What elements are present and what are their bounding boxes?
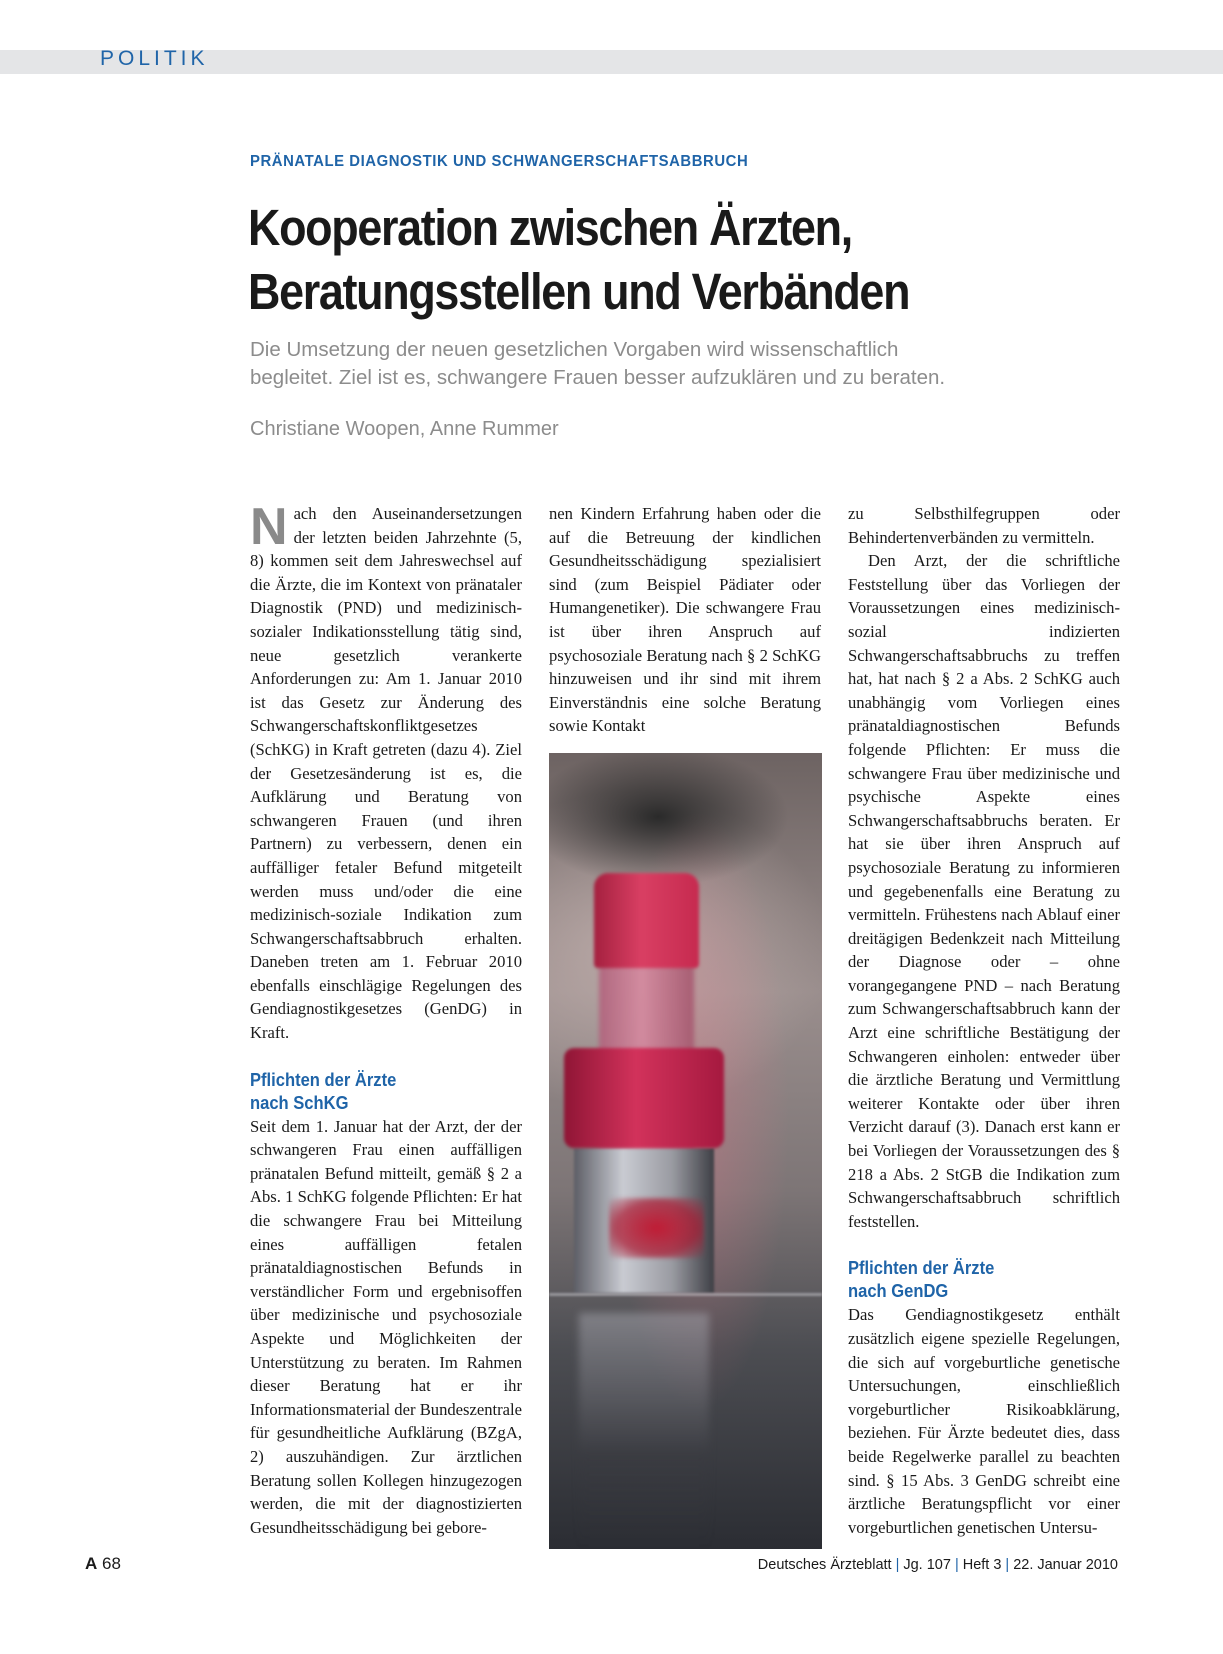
text-column-2 <box>549 502 821 738</box>
paragraph-indication: Den Arzt, der die schriftliche Feststellung über das Vorliegen der Voraussetzungen eines medizinisch-sozial indizierten Schwangerschaftsabbruchs zu treffen hat, hat nach § 2 a Abs. 2 SchKG auch unabhängig vom Vorliegen eines pränataldiagnostischen Befunds folgende Pflichten: Er muss die schwangere Frau über medizinische und psychische Aspekte eines Schwangerschaftsabbruchs beraten. Er hat sie über ihren Anspruch auf psychosoziale Beratung zu informieren und gegebenenfalls eine Beratung zu vermitteln. Frühestens nach Ablauf einer dreitägigen Bedenkzeit nach Mitteilung der Diagnose oder – ohne vorangegangene PND – nach Beratung zum Schwangerschaftsabbruch kann der Arzt eine schriftliche Bestätigung der Schwangeren einholen: entweder über die ärztliche Beratung und Vermittlung weiterer Kontakte oder über ihren Verzicht darauf (3). Danach erst kann er bei Vorliegen der Voraussetzungen des § 218 a Abs. 2 StGB die Indikation zum Schwangerschaftsabbruch schriftlich feststellen. <box>848 551 1120 1231</box>
photo-red-cap-collar <box>564 1048 724 1148</box>
footer-separator: | <box>1005 1557 1010 1573</box>
photo-reflection <box>579 1313 709 1549</box>
subheading-gendg-line-2: nach GenDG <box>848 1281 949 1302</box>
footer-separator: | <box>954 1557 959 1573</box>
subheading-schkg <box>250 1069 500 1115</box>
drop-cap: N <box>250 498 288 556</box>
article-lead <box>250 336 1110 392</box>
subheading-schkg-line-1: Pflichten der Ärzte <box>250 1069 397 1090</box>
photo-glass-surface <box>549 1293 822 1296</box>
subheading-gendg <box>848 1257 1098 1303</box>
journal-name: Deutsches Ärzteblatt <box>757 1557 892 1573</box>
lead-line-1: Die Umsetzung der neuen gesetzlichen Vorgaben wird wissenschaftlich <box>250 338 899 361</box>
journal-issue: Heft 3 <box>962 1557 1002 1573</box>
journal-date: 22. Januar 2010 <box>1013 1557 1118 1573</box>
text-column-3 <box>848 502 1120 1539</box>
journal-volume: Jg. 107 <box>903 1557 951 1573</box>
paragraph-continuation: nen Kindern Erfahrung haben oder die auf die Betreuung der kindlichen Gesundheitsschädigung spezialisiert sind (zum Beispiel Pädiater oder Humangenetiker). Die schwangere Frau ist über ihren Anspruch auf psychosoziale Beratung nach § 2 SchKG hinzuweisen und ihr sind mit ihrem Einverständnis eine solche Beratung sowie Kontakt <box>549 504 821 736</box>
headline-line-2: Beratungsstellen und Verbänden <box>248 263 910 320</box>
paragraph-col3-start: zu Selbsthilfegruppen oder Behindertenverbänden zu vermitteln. <box>848 504 1120 547</box>
section-label: POLITIK <box>100 47 209 70</box>
paragraph-schkg: Seit dem 1. Januar hat der Arzt, der der schwangeren Frau einen auffälligen pränatalen Befund mitteilt, gemäß § 2 a Abs. 1 SchKG folgende Pflichten: Er hat die schwangere Frau bei Mitteilung eines auffälligen fetalen pränataldiagnostischen Befunds in verständlicher Form und ergebnisoffen über medizinische und psychosoziale Aspekte und Möglichkeiten der Unterstützung zu beraten. Im Rahmen dieser Beratung hat er ihr Informationsmaterial der Bundeszentrale für gesundheitliche Aufklärung (BZgA, 2) auszuhändigen. Zur ärztlichen Beratung sollen Kollegen hinzugezogen werden, die mit der diagnostizierten Gesundheitsschädigung bei gebore- <box>250 1116 522 1537</box>
paragraph-gendg: Das Gendiagnostikgesetz enthält zusätzlich eigene spezielle Regelungen, die sich auf vorgeburtliche genetische Untersuchungen, einschließlich vorgeburtlicher Risikoabklärung, beziehen. Für Ärzte bedeutet dies, dass beide Regelwerke parallel zu beachten sind. § 15 Abs. 3 GenDG schreibt eine ärztliche Beratungspflicht vor einer vorgeburtlichen genetischen Untersu- <box>848 1305 1120 1537</box>
photo-red-cap-top <box>594 873 699 968</box>
headline-line-1: Kooperation zwischen Ärzten, <box>248 199 852 256</box>
page-prefix: A <box>85 1554 98 1573</box>
page-number-value: 68 <box>102 1554 121 1573</box>
article-authors: Christiane Woopen, Anne Rummer <box>250 418 559 440</box>
article-kicker: PRÄNATALE DIAGNOSTIK UND SCHWANGERSCHAFTSABBRUCH <box>250 153 749 170</box>
page-number <box>85 1554 121 1574</box>
intro-paragraph <box>250 498 522 1045</box>
subheading-gendg-line-1: Pflichten der Ärzte <box>848 1258 995 1279</box>
subheading-schkg-line-2: nach SchKG <box>250 1092 349 1113</box>
lead-line-2: begleitet. Ziel ist es, schwangere Frauen besser aufzuklären und zu beraten. <box>250 366 946 389</box>
text-column-1 <box>250 498 522 1549</box>
intro-text: ach den Auseinandersetzungen der letzten beiden Jahrzehnte (5, 8) kommen seit dem Jahreswechsel auf die Ärzte, die im Kontext von pränataler Diagnostik (PND) und medizinisch-sozialer Indikationsstellung tätig sind, neue gesetzlich verankerte Anforderungen zu: Am 1. Januar 2010 ist das Gesetz zur Änderung des Schwangerschaftskonfliktgesetzes (SchKG) in Kraft getreten (dazu 4). Ziel der Gesetzesänderung ist es, die Aufklärung und Beratung von schwangeren Frauen (und ihren Partnern) zu verbessern, denen ein auffälliger fetaler Befund mitgeteilt werden muss und/oder die eine medizinisch-soziale Indikation zum Schwangerschaftsabbruch erhalten. Daneben treten am 1. Februar 2010 ebenfalls einschlägige Regelungen des Gendiagnostikgesetzes (GenDG) in Kraft. <box>250 504 522 1043</box>
article-photo-blood-sample-tube <box>549 753 822 1549</box>
journal-footer <box>758 1557 1118 1573</box>
article-headline <box>248 196 1040 324</box>
photo-blood-drop <box>609 1198 704 1258</box>
footer-separator: | <box>895 1557 900 1573</box>
